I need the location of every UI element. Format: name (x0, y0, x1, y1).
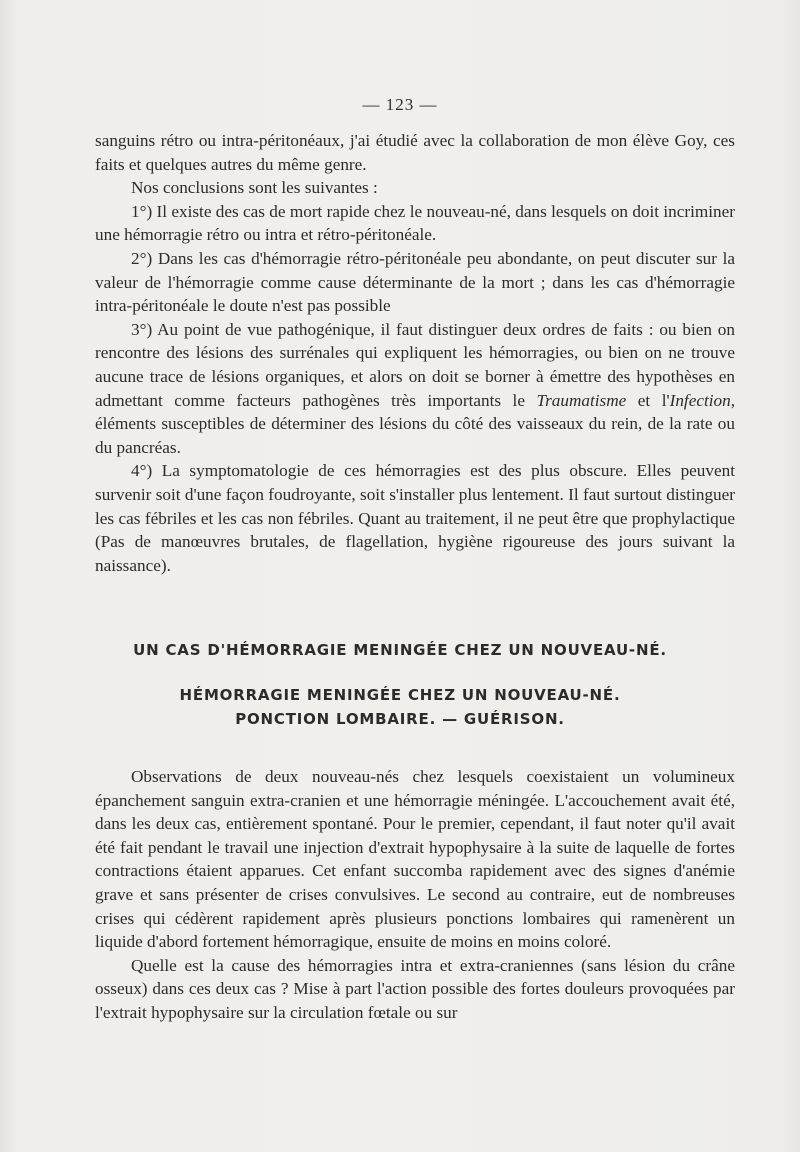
italic-term-infection: Infection (669, 390, 731, 410)
chapter-subtitle (0, 683, 800, 731)
paragraph (95, 318, 735, 460)
paragraph: 1°) Il existe des cas de mort rapide chez le nouveau-né, dans lesquels on doit incriminer une hémorragie rétro ou intra et rétro-péritonéale. (95, 201, 735, 245)
section-text-block (95, 765, 735, 1025)
paragraph: Quelle est la cause des hémorragies intra et extra-craniennes (sans lésion du crâne osseux) dans ces deux cas ? Mise à part l'action possible des fortes douleurs provoquées par l'extrait hypophysaire sur la circulation fœtale ou sur (95, 955, 735, 1022)
paragraph: 4°) La symptomatologie de ces hémorragies est des plus obscure. Elles peuvent survenir soit d'une façon foudroyante, soit s'installer plus lentement. Il faut surtout distinguer les cas fébriles et les cas non fébriles. Quant au traitement, il ne peut être que prophylactique (Pas de manœuvres brutales, de flagellation, hygiène rigoureuse des jours suivant la naissance). (95, 461, 735, 575)
paragraph: sanguins rétro ou intra-péritonéaux, j'ai étudié avec la collaboration de mon élève Goy, ces faits et quelques autres du même genre. (95, 131, 735, 174)
paragraph: 2°) Dans les cas d'hémorragie rétro-péritonéale peu abondante, on peut discuter sur la valeur de l'hémorragie comme cause déterminante de la mort ; dans les cas d'hémorragie intra-péritonéale le doute n'est pas possible (95, 248, 735, 316)
page-number: — 123 — (362, 95, 438, 114)
subtitle-line-2: PONCTION LOMBAIRE. — GUÉRISON. (235, 710, 565, 728)
text-run: , éléments susceptibles de déterminer des lésions du côté des vaisseaux du rein, de la rate ou du pancréas. (95, 390, 735, 457)
text-run: 3°) Au point de vue pathogénique, il faut distinguer deux ordres de faits : ou bien on rencontre des lésions des surrénales qui expliquent les hémorragies, ou bien on ne trouve aucune trace de lésions organiques, et alors on doit se borner à émettre des hypothèses en admettant comme facteurs pathogènes très importants le (95, 319, 735, 410)
subtitle-line-1: HÉMORRAGIE MENINGÉE CHEZ UN NOUVEAU-NÉ. (179, 686, 621, 704)
intro-text-block (95, 129, 735, 577)
chapter-title: UN CAS D'HÉMORRAGIE MENINGÉE CHEZ UN NOUVEAU-NÉ. (133, 641, 667, 659)
paragraph: Nos conclusions sont les suivantes : (131, 178, 378, 198)
paragraph: Observations de deux nouveau-nés chez lesquels coexistaient un volumineux épanchement sanguin extra-cranien et une hémorragie méningée. L'accouchement avait été, dans les deux cas, entièrement spontané. Pour le premier, cependant, il faut noter qu'il avait été fait pendant le travail une injection d'extrait hypophysaire à la suite de laquelle de fortes contractions étaient apparues. Cet enfant succomba rapidement avec des signes d'anémie grave et sans présenter de crises convulsives. Le second au contraire, eut de nombreuses crises qui cédèrent rapidement après plusieurs ponctions lombaires qui ramenèrent un liquide d'abord fortement hémorragique, ensuite de moins en moins coloré. (95, 767, 735, 952)
text-run: et l' (626, 390, 670, 410)
italic-term-traumatisme: Traumatisme (536, 390, 627, 410)
